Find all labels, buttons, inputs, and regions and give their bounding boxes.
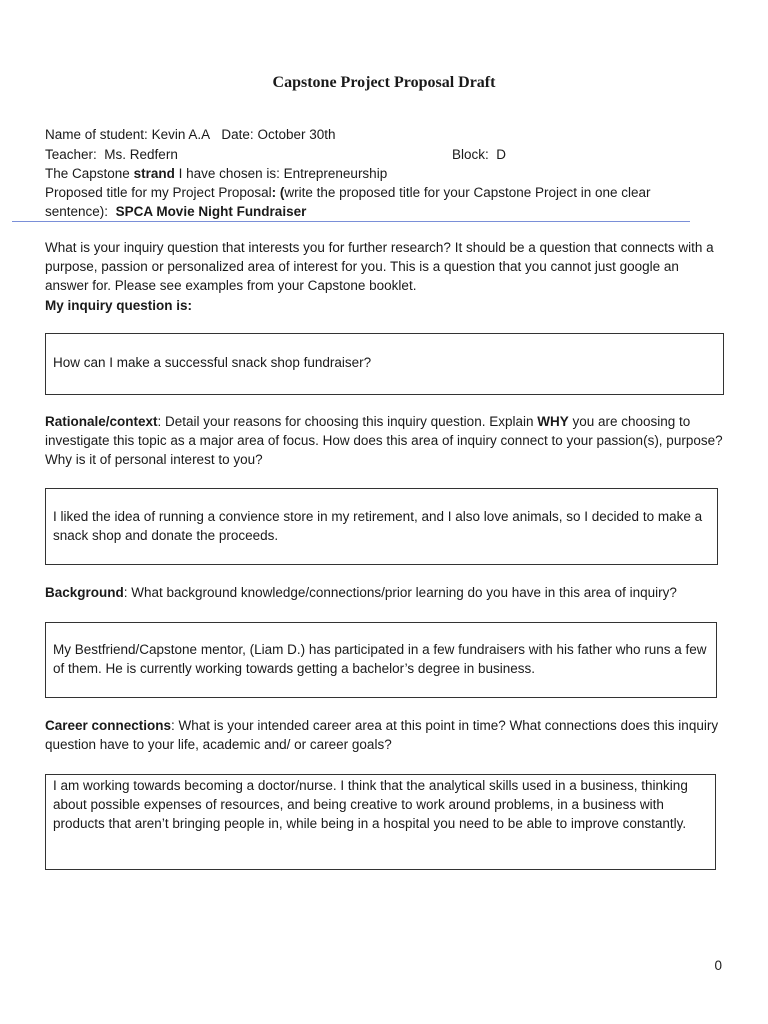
career-answer-box[interactable] <box>45 774 716 870</box>
strand-post: I have chosen is: Entrepreneurship <box>174 166 388 181</box>
proposal-line <box>45 183 651 202</box>
strand-bold: strand <box>133 166 175 181</box>
background-answer: My Bestfriend/Capstone mentor, (Liam D.) has participated in a few fundraisers with his father who runs a few of them. He is currently working towards getting a bachelor’s degree in business. <box>53 642 707 676</box>
name-value: Kevin A.A <box>151 127 211 142</box>
background-prompt <box>45 583 677 602</box>
proposal-colon: : <box>271 185 277 200</box>
student-name-line <box>45 125 335 144</box>
proposal-title-line <box>45 202 306 221</box>
career-prompt-text: : What is your intended career area at this point in time? What connections does this inquiry question have to your life, academic and/ or career goals? <box>45 718 719 752</box>
teacher-label: Teacher: <box>45 147 97 162</box>
block-label: Block: <box>452 147 489 162</box>
background-prompt-text: : What background knowledge/connections/prior learning do you have in this area of inquiry? <box>123 585 677 600</box>
career-label: Career connections <box>45 718 172 733</box>
proposal-pre: Proposed title for my Project Proposal <box>45 185 272 200</box>
proposal-instr: write the proposed title for your Capstone Project in one clear <box>284 185 651 200</box>
rationale-prompt <box>45 412 725 469</box>
strand-pre: The Capstone <box>45 166 134 181</box>
inquiry-answer: How can I make a successful snack shop fundraiser? <box>53 355 372 370</box>
block-value: D <box>496 147 507 162</box>
inquiry-answer-box[interactable] <box>45 333 724 395</box>
date-value: October 30th <box>257 127 336 142</box>
rationale-prompt-a: : Detail your reasons for choosing this inquiry question. Explain <box>157 414 538 429</box>
background-label: Background <box>45 585 124 600</box>
career-prompt <box>45 716 725 754</box>
teacher-value: Ms. Redfern <box>104 147 178 162</box>
proposal-instr2: sentence): <box>45 204 109 219</box>
name-label: Name of student: <box>45 127 148 142</box>
rationale-prompt-b: you are choosing to investigate this topic as a major area of focus. How does this area of inquiry connect to your passion(s), purpose? Why is it of personal interest to you? <box>45 414 723 467</box>
proposal-title: SPCA Movie Night Fundraiser <box>115 204 307 219</box>
date-label: Date: <box>221 127 254 142</box>
rationale-label: Rationale/context <box>45 414 158 429</box>
page-number: 0 <box>714 958 722 973</box>
teacher-line <box>45 145 178 164</box>
background-answer-box[interactable] <box>45 622 717 698</box>
rationale-answer: I liked the idea of running a convience store in my retirement, and I also love animals, so I decided to make a snack shop and donate the proceeds. <box>53 509 703 543</box>
career-answer: I am working towards becoming a doctor/nurse. I think that the analytical skills used in a business, thinking about possible expenses of resources, and being creative to work around problems, in a business with products that aren’t bringing people in, while being in a hospital you need to be able to improve constantly. <box>53 778 688 831</box>
inquiry-label: My inquiry question is: <box>45 298 193 313</box>
inquiry-prompt: What is your inquiry question that interests you for further research? It should be a question that connects with a purpose, passion or personalized area of interest for you. This is a question that you cannot just google an answer for. Please see examples from your Capstone booklet. <box>45 240 714 293</box>
strand-line <box>45 164 387 183</box>
block-line <box>452 145 506 164</box>
header-divider <box>12 221 690 222</box>
rationale-answer-box[interactable] <box>45 488 718 565</box>
proposal-paren: ( <box>276 185 285 200</box>
rationale-why: WHY <box>537 414 569 429</box>
page-title: Capstone Project Proposal Draft <box>272 74 496 91</box>
